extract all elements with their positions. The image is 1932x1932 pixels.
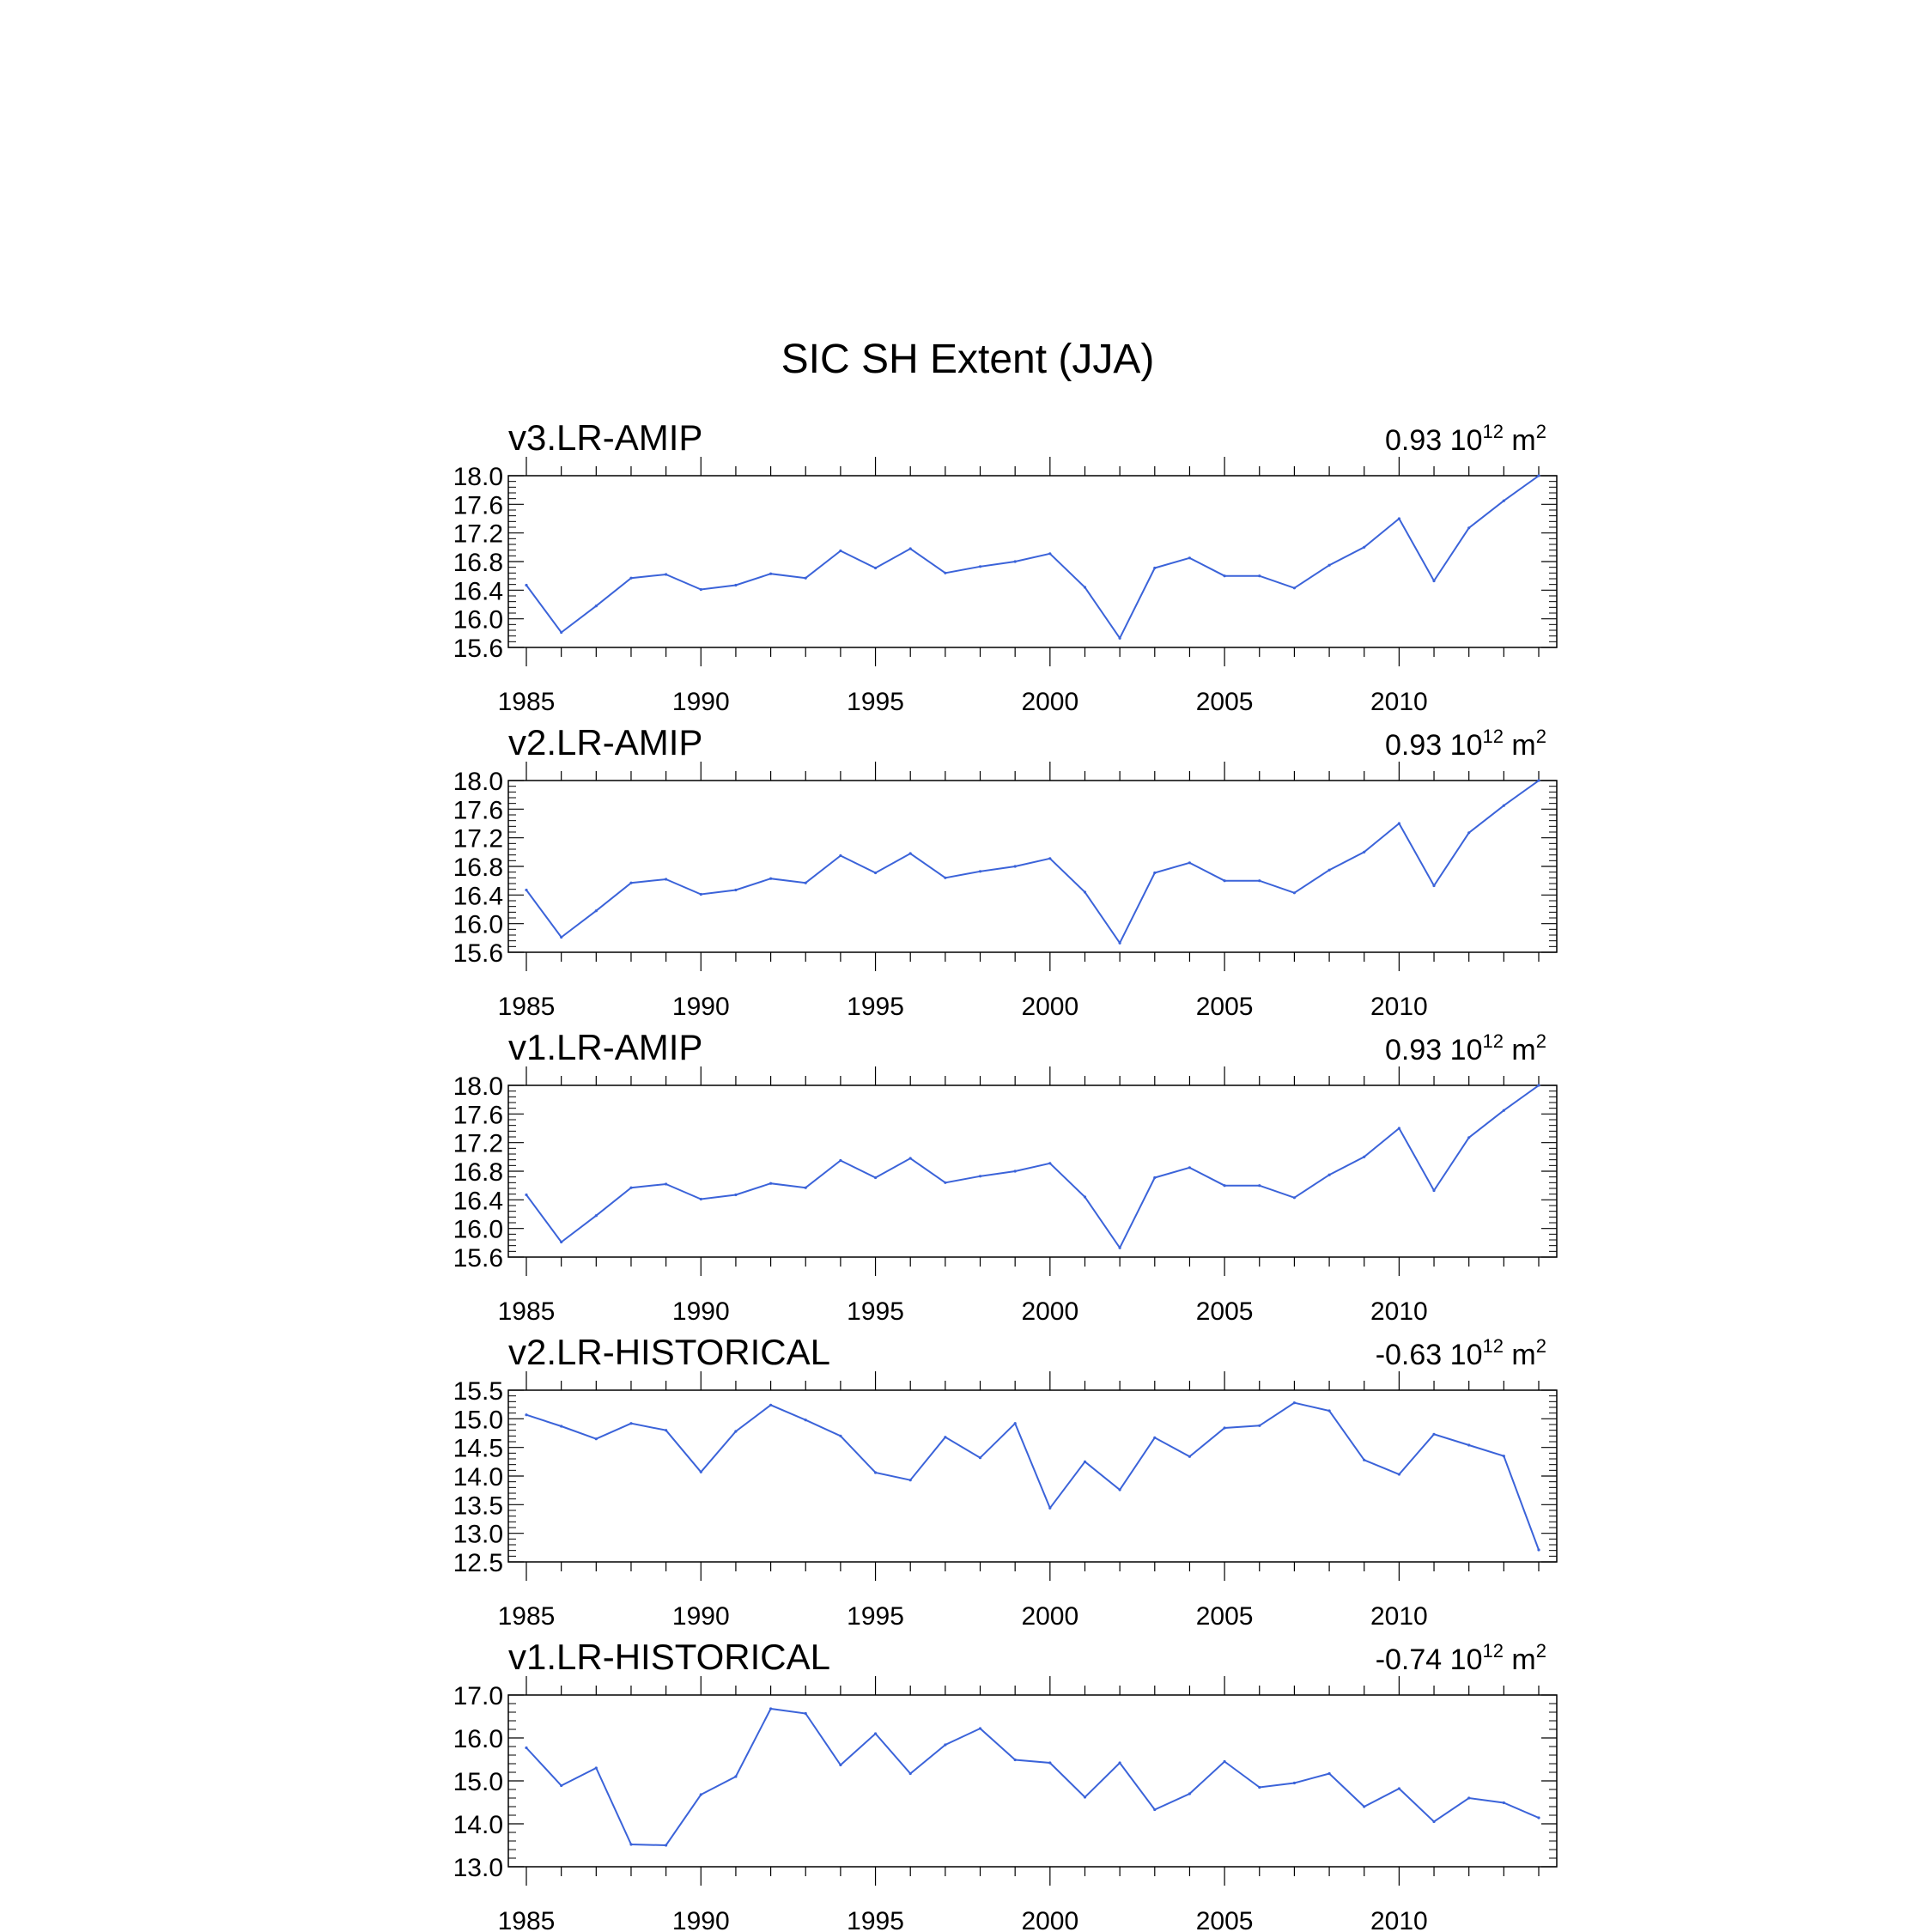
data-point [629,1843,632,1845]
y-tick-label: 13.5 [453,1492,503,1521]
annotation-exp: 12 [1482,1335,1504,1357]
annotation-exp: 12 [1482,726,1504,747]
data-point [560,1241,562,1243]
x-tick-label: 1985 [497,1297,556,1326]
data-point [1467,526,1470,529]
y-tick-label: 15.0 [453,1406,503,1435]
data-point [1014,1170,1017,1172]
plot-frame [508,1695,1557,1867]
y-tick-label: 14.0 [453,1811,503,1839]
data-point [734,1775,737,1777]
x-tick-label: 2000 [1021,1297,1079,1326]
x-tick-label: 1990 [671,688,730,716]
data-point [1084,1795,1086,1798]
data-point [1398,1473,1400,1475]
y-tick-label: 16.0 [453,605,503,635]
data-point [769,1182,772,1185]
data-point [629,577,632,580]
data-point [909,852,912,854]
series-line [526,476,1539,638]
y-tick-label: 17.2 [453,824,503,854]
series-line [526,781,1539,943]
data-point [1258,574,1261,577]
x-tick-label: 1995 [847,688,904,716]
data-point [595,1214,598,1217]
annotation-unit-exp: 2 [1535,726,1546,747]
y-tick-label: 17.2 [453,1129,503,1158]
annotation-value: 0.93 [1385,1034,1443,1066]
y-tick-label: 17.0 [453,1682,503,1710]
data-point [1188,1792,1191,1795]
data-point [1537,1548,1540,1551]
data-point [839,854,841,857]
data-point [1432,580,1435,582]
annotation-unit-exp: 2 [1535,1640,1546,1662]
data-point [734,1194,737,1196]
x-tick-label: 2000 [1021,1907,1079,1932]
data-point [1363,1459,1365,1461]
data-point [1467,1796,1470,1799]
annotation-space [1504,1631,1511,1664]
data-point [1153,1176,1156,1179]
x-tick-label: 2010 [1370,993,1428,1021]
data-point [734,584,737,586]
data-point [1293,1782,1296,1784]
data-point [1119,637,1121,640]
data-point [1119,1488,1121,1491]
data-point [874,872,877,874]
figure-title: SIC SH Extent (JJA) [781,337,1155,382]
y-tick-label: 13.0 [453,1854,503,1882]
y-tick-label: 14.5 [453,1434,503,1463]
data-point [1328,1174,1331,1176]
annotation-value: 0.93 [1385,424,1443,457]
data-point [1224,1426,1226,1429]
data-point [1119,1761,1121,1764]
data-point [629,882,632,884]
x-tick-label: 2010 [1370,688,1428,716]
annotation-base: 10 [1449,1339,1483,1371]
x-tick-label: 2010 [1370,1907,1428,1932]
y-tick-label: 16.4 [453,882,503,911]
annotation-value: -0.74 [1375,1643,1443,1676]
data-point [1188,1166,1191,1169]
annotation-base: 10 [1449,1643,1483,1676]
data-point [665,1844,667,1846]
annotation-base: 10 [1449,1034,1483,1066]
data-point [1328,1772,1331,1775]
data-point [1537,1084,1540,1086]
data-point [769,1404,772,1406]
annotation-unit-exp: 2 [1535,421,1546,442]
annotation-unit: m [1511,1339,1536,1371]
data-point [560,1425,562,1427]
y-tick-label: 18.0 [453,1072,503,1101]
data-point [909,1479,912,1481]
annotation-unit-exp: 2 [1535,1030,1546,1052]
y-tick-label: 15.5 [453,1377,503,1406]
x-tick-label: 1995 [847,1602,904,1631]
y-tick-label: 16.0 [453,1215,503,1244]
data-point [1048,1162,1051,1164]
data-point [525,1747,527,1749]
data-point [1503,1455,1505,1457]
data-point [1537,779,1540,781]
data-point [944,1743,946,1746]
annotation-value: -0.63 [1375,1339,1443,1371]
data-point [944,572,946,574]
panel-title: v1.LR-AMIP [508,1027,703,1067]
data-point [1398,822,1400,824]
data-point [734,889,737,891]
annotation-value: 0.93 [1385,729,1443,762]
data-point [1224,1184,1226,1187]
data-point [1467,1443,1470,1446]
annotation-space [1442,1339,1449,1371]
data-point [769,878,772,880]
trend-annotation [1385,1022,1546,1066]
annotation-exp: 12 [1482,1640,1504,1662]
plot-frame [508,1085,1557,1257]
data-point [1014,560,1017,562]
y-tick-label: 15.6 [453,1244,503,1273]
data-point [700,1471,702,1473]
data-point [1014,1422,1017,1425]
panel-3 [453,1327,1557,1631]
y-tick-label: 16.4 [453,577,503,606]
y-tick-label: 17.6 [453,491,503,520]
data-point [1258,1425,1261,1427]
data-point [1503,1801,1505,1804]
data-point [525,1194,527,1196]
y-tick-label: 15.6 [453,939,503,968]
data-point [979,1727,981,1729]
data-point [629,1422,632,1425]
data-point [1048,552,1051,555]
data-point [1084,586,1086,588]
y-tick-label: 18.0 [453,768,503,796]
data-point [805,577,807,580]
trend-annotation [1385,717,1546,762]
y-tick-label: 16.8 [453,854,503,882]
annotation-space [1504,412,1511,445]
data-point [700,1198,702,1200]
data-point [805,1419,807,1421]
data-point [1398,1127,1400,1129]
annotation-space [1504,1022,1511,1054]
plot-frame [508,781,1557,952]
y-tick-label: 18.0 [453,463,503,491]
data-point [1014,865,1017,867]
trend-annotation [1376,1631,1546,1676]
data-point [1258,879,1261,882]
data-point [1432,1189,1435,1192]
data-point [1363,546,1365,549]
x-tick-label: 2000 [1021,993,1079,1021]
data-point [560,1784,562,1787]
data-point [595,1437,598,1440]
data-point [1153,567,1156,569]
x-tick-label: 1985 [497,993,556,1021]
data-point [1293,1401,1296,1404]
data-point [1398,517,1400,519]
data-point [1537,474,1540,477]
data-point [1048,857,1051,860]
data-point [769,1707,772,1710]
data-point [1467,831,1470,834]
data-point [1503,500,1505,502]
panel-2 [453,1022,1557,1326]
x-tick-label: 2005 [1195,993,1254,1021]
data-point [874,567,877,569]
data-point [1503,805,1505,807]
x-tick-label: 2000 [1021,688,1079,716]
data-point [665,1182,667,1185]
data-point [665,573,667,575]
data-point [1432,884,1435,887]
x-tick-label: 2010 [1370,1297,1428,1326]
x-tick-label: 2005 [1195,1297,1254,1326]
data-point [1328,564,1331,567]
data-point [979,1175,981,1177]
data-point [1293,891,1296,894]
data-point [1153,1808,1156,1811]
data-point [1537,1816,1540,1819]
annotation-space [1442,424,1449,457]
data-point [1398,1787,1400,1789]
data-point [1258,1786,1261,1789]
y-tick-label: 16.0 [453,1725,503,1753]
data-point [1188,556,1191,559]
x-tick-label: 2005 [1195,1602,1254,1631]
x-tick-label: 1990 [671,1297,730,1326]
data-point [909,1772,912,1775]
data-point [805,1712,807,1715]
data-point [1084,890,1086,893]
data-point [1363,851,1365,854]
plot-frame [508,1390,1557,1562]
data-point [805,882,807,884]
trend-annotation [1385,412,1546,457]
data-point [629,1187,632,1189]
series-line [526,1403,1539,1550]
data-point [769,573,772,575]
annotation-exp: 12 [1482,1030,1504,1052]
x-tick-label: 1995 [847,993,904,1021]
y-tick-label: 16.8 [453,1158,503,1187]
data-point [1432,1433,1435,1436]
data-point [1153,1437,1156,1439]
data-point [1503,1109,1505,1112]
annotation-space [1504,1327,1511,1359]
data-point [1363,1805,1365,1807]
x-tick-label: 2005 [1195,1907,1254,1932]
x-tick-label: 2010 [1370,1602,1428,1631]
data-point [700,1793,702,1795]
y-tick-label: 13.0 [453,1520,503,1549]
y-tick-label: 16.0 [453,910,503,939]
series-line [526,1085,1539,1248]
y-tick-label: 16.4 [453,1187,503,1216]
annotation-space [1442,1643,1449,1676]
data-point [525,584,527,586]
data-point [874,1471,877,1473]
panel-4 [453,1631,1557,1932]
x-tick-label: 1990 [671,1602,730,1631]
data-point [1467,1136,1470,1139]
data-point [909,547,912,550]
y-tick-label: 17.6 [453,796,503,825]
trend-annotation [1376,1327,1546,1371]
x-tick-label: 1990 [671,993,730,1021]
series-line [526,1709,1539,1845]
x-tick-label: 2000 [1021,1602,1079,1631]
data-point [839,1764,841,1766]
data-point [1084,1461,1086,1463]
x-tick-label: 1995 [847,1907,904,1932]
x-tick-label: 1995 [847,1297,904,1326]
data-point [1119,1247,1121,1249]
data-point [1153,872,1156,874]
panel-title: v2.LR-AMIP [508,722,703,762]
data-point [839,1435,841,1437]
data-point [979,1456,981,1459]
y-tick-label: 17.6 [453,1101,503,1130]
data-point [525,1413,527,1416]
annotation-base: 10 [1449,729,1483,762]
data-point [1188,1455,1191,1458]
annotation-exp: 12 [1482,421,1504,442]
data-point [944,1182,946,1184]
annotation-unit: m [1511,1034,1536,1066]
data-point [525,889,527,891]
data-point [1224,879,1226,882]
panel-title: v1.LR-HISTORICAL [508,1637,830,1677]
y-tick-label: 17.2 [453,519,503,549]
annotation-space [1442,1034,1449,1066]
data-point [734,1430,737,1432]
data-point [1084,1195,1086,1198]
data-point [595,1766,598,1769]
panels [453,412,1557,1932]
data-point [700,588,702,591]
data-point [700,893,702,896]
annotation-base: 10 [1449,424,1483,457]
data-point [1119,942,1121,945]
data-point [944,877,946,879]
y-tick-label: 14.0 [453,1463,503,1492]
data-point [874,1176,877,1179]
x-tick-label: 1985 [497,1602,556,1631]
data-point [979,870,981,872]
y-tick-label: 16.8 [453,549,503,577]
data-point [1258,1184,1261,1187]
data-point [1224,574,1226,577]
y-tick-label: 12.5 [453,1549,503,1577]
x-tick-label: 1985 [497,1907,556,1932]
y-tick-label: 15.0 [453,1768,503,1796]
data-point [1188,861,1191,864]
data-point [874,1732,877,1735]
data-point [1048,1761,1051,1764]
data-point [1328,1409,1331,1412]
data-point [1363,1156,1365,1158]
panel-1 [453,717,1557,1021]
panel-title: v3.LR-AMIP [508,417,703,458]
x-tick-label: 2005 [1195,688,1254,716]
data-point [1328,869,1331,872]
x-tick-label: 1985 [497,688,556,716]
data-point [1224,1760,1226,1763]
data-point [560,631,562,634]
data-point [1048,1507,1051,1510]
panel-0 [453,412,1557,716]
data-point [909,1157,912,1159]
data-point [1432,1820,1435,1823]
data-point [805,1187,807,1189]
data-point [595,909,598,912]
data-point [979,565,981,568]
data-point [839,1159,841,1162]
annotation-unit: m [1511,424,1536,457]
data-point [665,878,667,880]
data-point [595,605,598,607]
data-point [665,1429,667,1431]
plot-frame [508,476,1557,647]
data-point [1014,1759,1017,1761]
x-tick-label: 1990 [671,1907,730,1932]
annotation-unit: m [1511,729,1536,762]
annotation-unit: m [1511,1643,1536,1676]
data-point [1293,586,1296,589]
data-point [560,936,562,939]
annotation-space [1442,729,1449,762]
annotation-space [1504,717,1511,750]
y-tick-label: 15.6 [453,635,503,663]
panel-title: v2.LR-HISTORICAL [508,1332,830,1372]
data-point [1293,1196,1296,1199]
data-point [944,1436,946,1438]
annotation-unit-exp: 2 [1535,1335,1546,1357]
data-point [839,550,841,552]
